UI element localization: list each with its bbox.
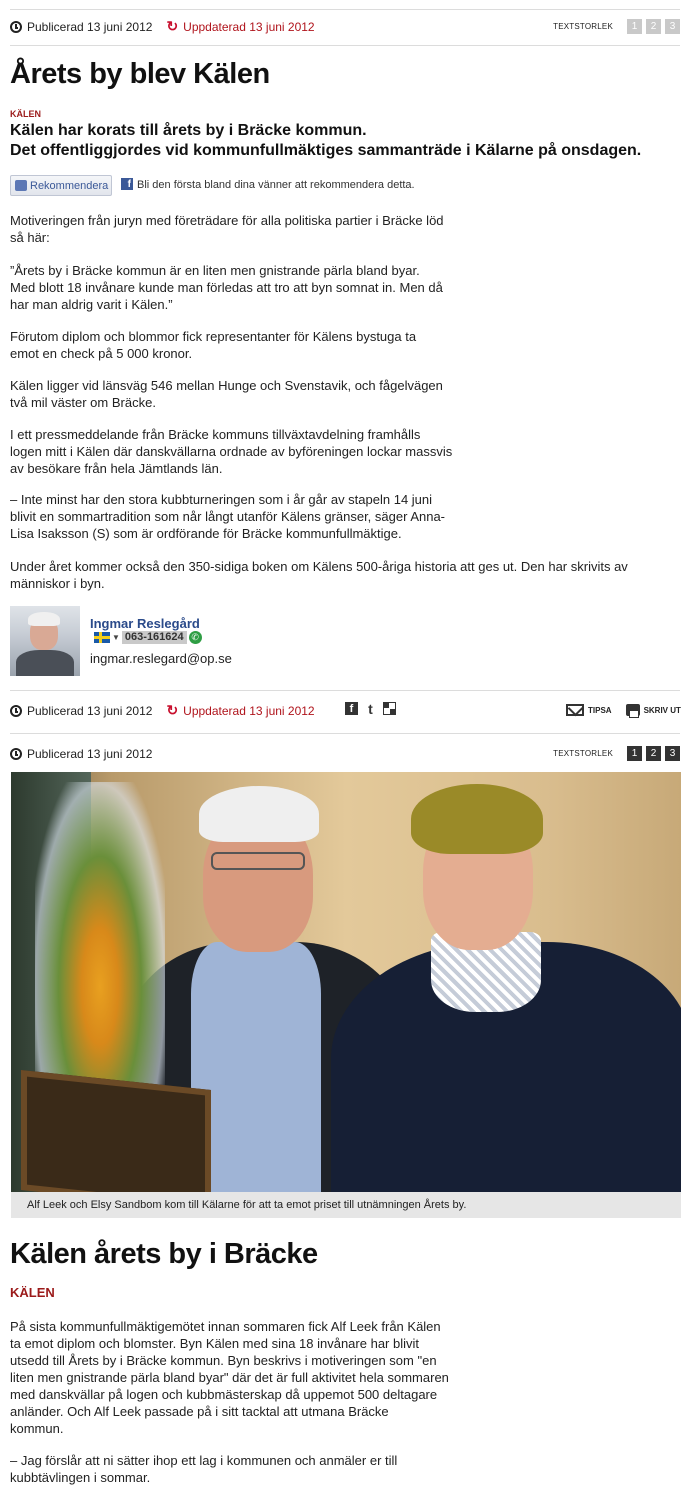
- article2-title: Kälen årets by i Bräcke: [10, 1238, 318, 1270]
- bouquet-image: [35, 782, 165, 1112]
- facebook-share-icon[interactable]: f: [345, 702, 358, 715]
- article-meta-bar: [10, 18, 680, 35]
- article2-paragraph-1: På sista kommunfullmäktigemötet innan sommaren fick Alf Leek från Kälen ta emot diplom och blomster. Byn Kälen med sina 18 invånare har blivit utsedd till Årets by i Bräcke kommun. Byn beskrivs i motiveringen som "en liten men gnistrande pärla bland byar" där det är full aktivitet hela sommaren med danskvällar på logen och kubbmästerskap då uppemot 500 deltagare anländer. Och Alf Leek passade på i sitt tacktal att utmana Bräcke kommun.: [10, 1319, 449, 1436]
- textsize-2-button[interactable]: 2: [646, 19, 661, 34]
- paragraph-3: Förutom diplom och blommor fick representanter för Kälens bystuga ta emot en check på 5 000 kronor.: [10, 329, 417, 361]
- delicious-share-icon[interactable]: [383, 702, 396, 715]
- tipsa-link[interactable]: TIPSA: [588, 705, 612, 715]
- meta-divider: [10, 45, 680, 46]
- recommend-button[interactable]: [10, 175, 112, 196]
- article-kicker: KÄLEN: [10, 109, 41, 119]
- article2-meta-bar: [10, 746, 680, 761]
- footer-meta-bar: [10, 702, 340, 719]
- twitter-share-icon[interactable]: t: [364, 702, 377, 715]
- paragraph-5: I ett pressmeddelande från Bräcke kommuns tillväxtavdelning framhålls logen mitt i Kälen där danskvällarna ordnade av byföreningen lockar massvis av besökare från hela Jämtlands län.: [10, 427, 453, 476]
- paragraph-2: ”Årets by i Bräcke kommun är en liten men gnistrande pärla bland byar. Med blott 18 invånare kunde man förledas att tro att byn somnat in. Men då har man aldrig varit i Kälen.”: [10, 263, 443, 312]
- article-photo: [11, 772, 681, 1192]
- author-email[interactable]: ingmar.reslegard@op.se: [90, 651, 232, 666]
- textsize-1-button[interactable]: 1: [627, 746, 642, 761]
- clock-icon: [10, 748, 22, 760]
- print-icon[interactable]: [626, 704, 640, 716]
- author-avatar: [10, 606, 80, 676]
- paragraph-4: Kälen ligger vid länsväg 546 mellan Hunge och Svenstavik, och fågelvägen två mil väster om Bräcke.: [10, 378, 443, 410]
- article-title: Årets by blev Kälen: [10, 58, 270, 90]
- textsize-3-button[interactable]: 3: [665, 746, 680, 761]
- paragraph-1: Motiveringen från juryn med företrädare för alla politiska partier i Bräcke löd så här:: [10, 213, 444, 245]
- footer-published-date: Publicerad 13 juni 2012: [27, 703, 153, 718]
- textsize-label: TEXTSTORLEK: [553, 749, 613, 758]
- refresh-icon: ↻: [166, 702, 179, 718]
- textsize-label: TEXTSTORLEK: [553, 22, 613, 31]
- mail-icon[interactable]: [566, 704, 584, 716]
- author-name[interactable]: Ingmar Reslegård: [90, 616, 200, 631]
- author-phone-row: [94, 631, 202, 644]
- diploma-frame-image: [21, 1070, 211, 1192]
- chevron-down-icon[interactable]: ▼: [112, 633, 120, 642]
- author-phone: 063-161624: [122, 631, 187, 644]
- top-divider: [10, 9, 680, 10]
- textsize-1-button[interactable]: 1: [627, 19, 642, 34]
- recommend-text: Bli den första bland dina vänner att rekommendera detta.: [137, 179, 415, 191]
- refresh-icon: ↻: [166, 18, 179, 34]
- article2-kicker: KÄLEN: [10, 1285, 55, 1300]
- clock-icon: [10, 705, 22, 717]
- phone-icon[interactable]: ✆: [189, 631, 202, 644]
- article-lead-2: Det offentliggjordes vid kommunfullmäktiges sammanträde i Kälarne på onsdagen.: [10, 142, 642, 159]
- updated-date: Uppdaterad 13 juni 2012: [183, 19, 315, 34]
- textsize-3-button[interactable]: 3: [665, 19, 680, 34]
- swedish-flag-icon: [94, 632, 110, 643]
- published-date: Publicerad 13 juni 2012: [27, 19, 153, 34]
- footer-divider-top: [10, 690, 680, 691]
- print-link[interactable]: SKRIV UT: [643, 705, 681, 715]
- facebook-icon: f: [121, 178, 133, 190]
- share-icons: [345, 702, 402, 715]
- paragraph-7: Under året kommer också den 350-sidiga boken om Kälens 500-åriga historia att ges ut. Den har skrivits av människor i byn.: [10, 559, 628, 591]
- clock-icon: [10, 21, 22, 33]
- footer-updated-date: Uppdaterad 13 juni 2012: [183, 703, 315, 718]
- article-lead-1: Kälen har korats till årets by i Bräcke kommun.: [10, 122, 367, 139]
- recommend-label: Rekommendera: [30, 179, 109, 192]
- paragraph-6: – Inte minst har den stora kubbturneringen som i år går av stapeln 14 juni blivit en sommartradition som når långt utanför Kälens gränser, säger Anna- Lisa Isaksson (S) som är ordförande för Bräcke kommunfullmäktige.: [10, 492, 446, 541]
- thumbs-up-icon: [15, 180, 27, 191]
- footer-divider-bottom: [10, 733, 680, 734]
- article-tools: [566, 704, 681, 716]
- article2-paragraph-2: – Jag förslår att ni sätter ihop ett lag i kommunen och anmäler er till kubbtävlingen i sommar.: [10, 1453, 398, 1485]
- article2-published-date: Publicerad 13 juni 2012: [27, 746, 153, 761]
- textsize-2-button[interactable]: 2: [646, 746, 661, 761]
- photo-caption: Alf Leek och Elsy Sandbom kom till Kälarne för att ta emot priset till utnämningen Årets by.: [11, 1192, 681, 1218]
